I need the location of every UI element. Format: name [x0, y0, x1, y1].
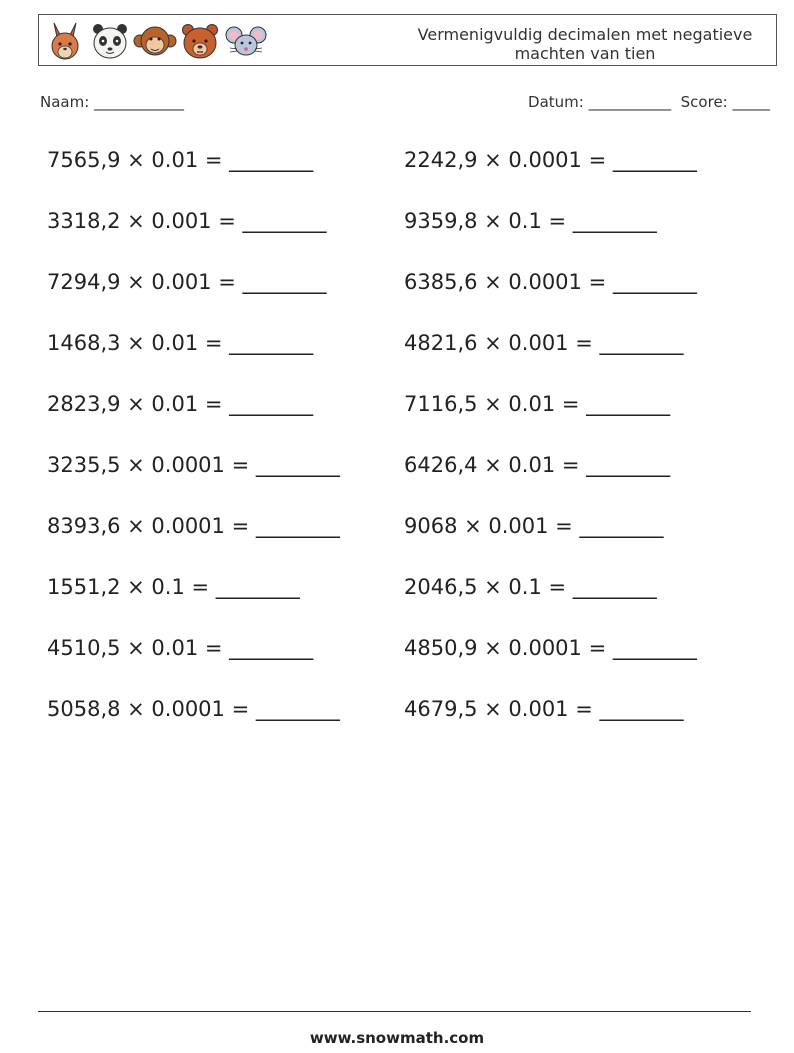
score-field: Score: _____ [680, 93, 770, 111]
problem-item: 2046,5 × 0.1 = ________ [404, 575, 657, 599]
squirrel-icon [45, 19, 87, 63]
problem-item: 9359,8 × 0.1 = ________ [404, 209, 657, 233]
problem-item: 2242,9 × 0.0001 = ________ [404, 148, 697, 172]
problem-item: 1468,3 × 0.01 = ________ [47, 331, 314, 355]
footer-divider [38, 1011, 751, 1012]
problem-item: 4850,9 × 0.0001 = ________ [404, 636, 697, 660]
date-field: Datum: ___________ [528, 93, 672, 111]
problem-item: 6385,6 × 0.0001 = ________ [404, 270, 697, 294]
problem-item: 7294,9 × 0.001 = ________ [47, 270, 327, 294]
problem-item: 7116,5 × 0.01 = ________ [404, 392, 671, 416]
footer-url: www.snowmath.com [309, 1029, 485, 1047]
bear-icon [179, 19, 221, 63]
name-field: Naam: ____________ [40, 93, 185, 111]
problem-item: 5058,8 × 0.0001 = ________ [47, 697, 340, 721]
problem-item: 4821,6 × 0.001 = ________ [404, 331, 684, 355]
problem-item: 3235,5 × 0.0001 = ________ [47, 453, 340, 477]
mouse-icon [223, 19, 269, 63]
problem-item: 6426,4 × 0.01 = ________ [404, 453, 671, 477]
problem-item: 7565,9 × 0.01 = ________ [47, 148, 314, 172]
monkey-icon [133, 19, 177, 63]
worksheet-title: Vermenigvuldig decimalen met negatieve machten van tien [417, 25, 753, 63]
problem-item: 8393,6 × 0.0001 = ________ [47, 514, 340, 538]
panda-icon [89, 19, 131, 63]
header-box [38, 14, 777, 66]
problem-item: 4510,5 × 0.01 = ________ [47, 636, 314, 660]
problem-item: 4679,5 × 0.001 = ________ [404, 697, 684, 721]
problem-item: 9068 × 0.001 = ________ [404, 514, 664, 538]
problem-item: 3318,2 × 0.001 = ________ [47, 209, 327, 233]
problem-item: 1551,2 × 0.1 = ________ [47, 575, 300, 599]
problem-item: 2823,9 × 0.01 = ________ [47, 392, 314, 416]
animal-icons [45, 19, 269, 63]
date-score-fields [528, 93, 770, 111]
